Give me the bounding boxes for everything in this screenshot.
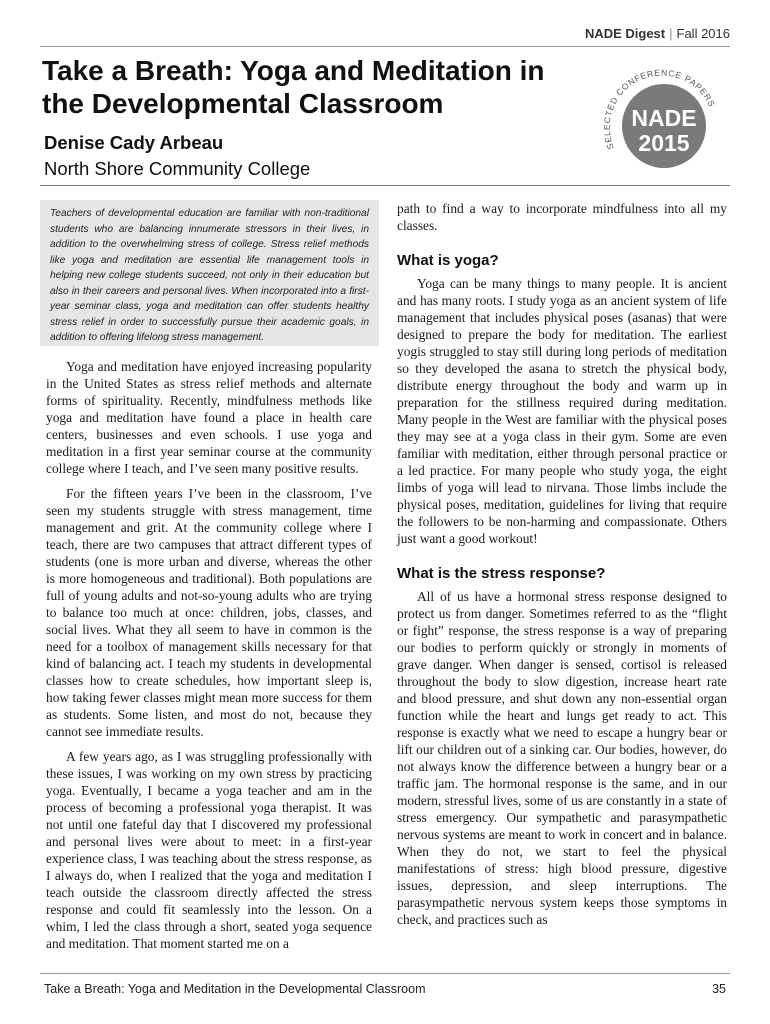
body-paragraph: Yoga can be many things to many people. It is ancient and has many roots. I study yoga as an ancient system of life management that includes physical poses (asanas) that were designed to prepare the body for meditation. The earliest yogis struggled to stay still during long periods of meditation so they developed the asana to stretch the physical body, distribute energy throughout the body and warm up in preparation for the stillness required during meditation. Many people in the West are familiar with the physical poses they may see at a yoga class in their gym. Some are even familiar with meditation, either through personal practice or a led practice. For many people who study yoga, the eight limbs of yoga will lead to nirvana. Those limbs include the physical poses, meditation, guidelines for living that require the followers to be non-harming and compassionate. Others just want a good workout! — [397, 276, 727, 546]
conference-badge — [596, 56, 726, 186]
running-title: Take a Breath: Yoga and Meditation in the Developmental Classroom — [44, 982, 426, 996]
page-header — [40, 26, 730, 44]
issue-label: Fall 2016 — [676, 26, 730, 41]
body-paragraph: A few years ago, as I was struggling professionally with these issues, I was working on my own stress by practicing yoga. Eventually, I became a yoga teacher and am in the process of becoming a professional yoga therapist. It was not until one fateful day that I discovered my professional and personal lives were about to meet: in a first-year experience class, I was teaching about the stress response, as I always do, when I realized that the yoga and meditation I teach outside the classroom directly affected the stress response and could fit seamlessly into the lesson. On a whim, I led the class through a short, seated yoga sequence and meditation. That moment started me on a — [46, 749, 372, 951]
article-title: Take a Breath: Yoga and Meditation in the Developmental Classroom — [42, 55, 545, 119]
author-affiliation: North Shore Community College — [44, 158, 311, 179]
body-paragraph: All of us have a hormonal stress response designed to protect us from danger. Sometimes referred to as the “flight or fight” response, the stress response is a way of preparing our bodies to perform quickly or strongly in moments of grave danger. When danger is sensed, cortisol is released throughout the body to slow digestion, increase heart rate and blood pressure, and shut down any non-essential organ function while the heart and lungs get ready to act. This response is exactly what we need to escape a hungry bear or lift our children out of a sinking car. Our bodies, however, do not always know the difference between a hungry bear or a traffic jam. The hormonal response is the same, and in our modern, stressful lives, some of us are constantly in a state of stress emergency. Our sympathetic and parasympathetic nervous systems are meant to work in concert and in balance. When they do not, we start to feel the physical manifestations of stress: high blood pressure, digestive issues, depression, and sleep interruptions. The parasympathetic nervous system keeps those symptoms in check, and practices such as — [397, 589, 727, 927]
header-separator: | — [669, 26, 673, 41]
title-rule — [40, 185, 730, 186]
header-rule — [40, 46, 730, 47]
right-column — [397, 200, 727, 936]
section-heading: What is the stress response? — [397, 565, 606, 582]
body-paragraph: For the fifteen years I’ve been in the classroom, I’ve seen my students struggle with stress management, time management and grit. At the community college where I teach, there are two campuses that attract different types of students (one is more urban and diverse, whereas the other is more homogeneous and traditional). Both populations are full of young adults and not-so-young adults who are trying to balance too much at once: children, jobs, classes, and social lives. What they all seem to have in common is the need for a toolbox of management skills necessary for that kind of balancing act. I teach my students in developmental classes how to create schedules, how important sleep is, how taking fewer classes might mean more success for them as students. Some listen, and most do not, because they cannot see immediate results. — [46, 486, 372, 739]
author-name: Denise Cady Arbeau — [44, 132, 224, 153]
badge-line2: 2015 — [638, 130, 690, 156]
journal-name: NADE Digest — [584, 26, 666, 41]
abstract-box: Teachers of developmental education are familiar with non-traditional students who are balancing innumerate stressors in their lives, in addition to the overwhelming stress of college. Stress relief methods like yoga and meditation are essential life management tools in helping new college students succeed, not only in their education but also in their careers and personal lives. When incorporated into a first-year seminar class, yoga and meditation can offer students healthy stress relief in order to successfully pursue their academic goals, in addition to offering lifelong stress management. — [40, 200, 379, 346]
section-heading: What is yoga? — [397, 252, 499, 269]
body-paragraph: path to find a way to incorporate mindfulness into all my classes. — [397, 201, 727, 233]
page-number: 35 — [712, 982, 726, 996]
badge-arc-text: SELECTED CONFERENCE PAPERS — [601, 67, 718, 151]
footer-rule — [40, 973, 730, 974]
badge-line1: NADE — [631, 105, 697, 131]
body-paragraph: Yoga and meditation have enjoyed increasing popularity in the United States as stress relief methods and alternate forms of spirituality. Recently, mindfulness methods like yoga and meditation have found a place in health care centers, businesses and even schools. I use yoga and meditation in a first year seminar course at the community college where I teach, and I’ve seen many positive results. — [46, 359, 372, 476]
left-column — [46, 358, 372, 960]
